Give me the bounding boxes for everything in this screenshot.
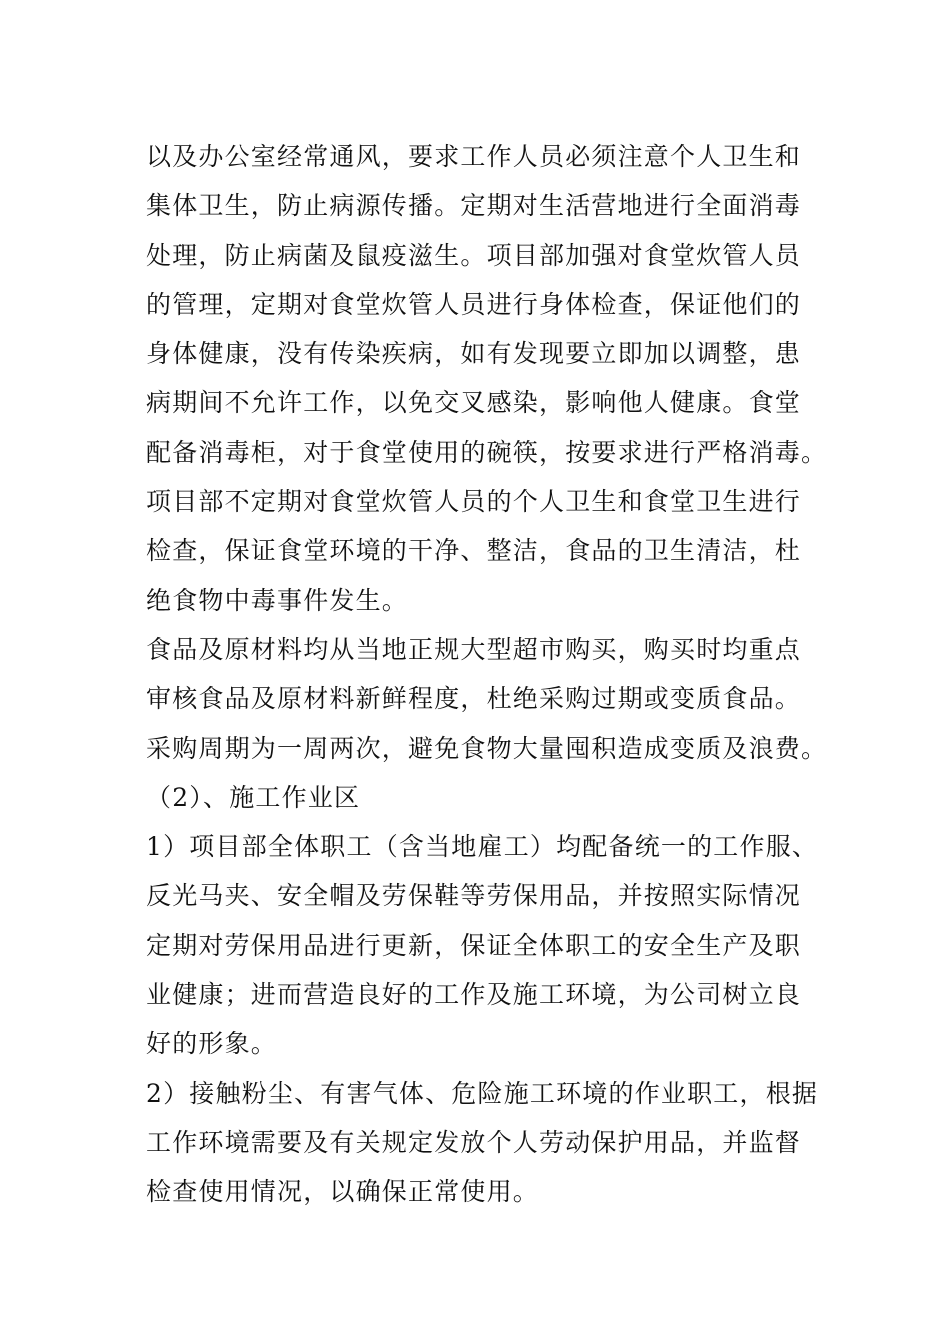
text-line: 身体健康，没有传染疾病，如有发现要立即加以调整，患 bbox=[146, 339, 802, 369]
text-line: 审核食品及原材料新鲜程度，杜绝采购过期或变质食品。 bbox=[146, 684, 802, 714]
text-line: 2）接触粉尘、有害气体、危险施工环境的作业职工，根据 bbox=[146, 1078, 819, 1108]
text-line: 配备消毒柜，对于食堂使用的碗筷，按要求进行严格消毒。 bbox=[146, 437, 828, 467]
text-line: 好的形象。 bbox=[146, 1029, 278, 1059]
text-line: 的管理，定期对食堂炊管人员进行身体检查，保证他们的 bbox=[146, 289, 802, 319]
text-line: 检查使用情况，以确保正常使用。 bbox=[146, 1177, 540, 1207]
text-line: 1）项目部全体职工（含当地雇工）均配备统一的工作服、 bbox=[146, 832, 819, 862]
body-text bbox=[146, 132, 828, 1217]
text-line: 食品及原材料均从当地正规大型超市购买，购买时均重点 bbox=[146, 634, 802, 664]
text-line: 绝食物中毒事件发生。 bbox=[146, 585, 409, 615]
text-line: 处理，防止病菌及鼠疫滋生。项目部加强对食堂炊管人员 bbox=[146, 240, 802, 270]
text-line: 采购周期为一周两次，避免食物大量囤积造成变质及浪费。 bbox=[146, 733, 828, 763]
text-line: 检查，保证食堂环境的干净、整洁，食品的卫生清洁，杜 bbox=[146, 536, 802, 566]
text-line: 业健康；进而营造良好的工作及施工环境，为公司树立良 bbox=[146, 980, 802, 1010]
text-line: 反光马夹、安全帽及劳保鞋等劳保用品，并按照实际情况 bbox=[146, 881, 802, 911]
text-line: 工作环境需要及有关规定发放个人劳动保护用品，并监督 bbox=[146, 1127, 802, 1157]
text-line: 病期间不允许工作，以免交叉感染，影响他人健康。食堂 bbox=[146, 388, 802, 418]
section-heading: （2）、施工作业区 bbox=[146, 782, 361, 812]
text-line: 以及办公室经常通风，要求工作人员必须注意个人卫生和 bbox=[146, 142, 802, 171]
text-line: 项目部不定期对食堂炊管人员的个人卫生和食堂卫生进行 bbox=[146, 487, 802, 517]
text-line: 集体卫生，防止病源传播。定期对生活营地进行全面消毒 bbox=[146, 191, 802, 221]
text-line: 定期对劳保用品进行更新，保证全体职工的安全生产及职 bbox=[146, 930, 802, 960]
